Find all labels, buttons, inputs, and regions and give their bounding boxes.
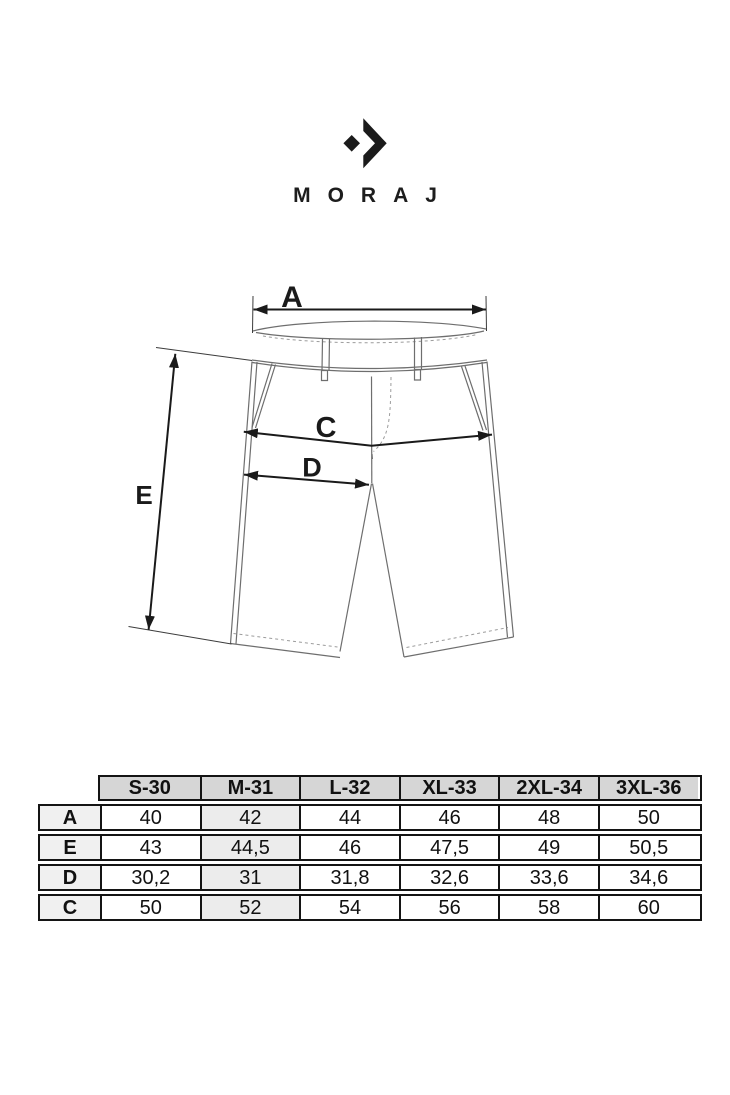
column-header-m31: M-31 (200, 777, 300, 799)
row-label: A (40, 806, 100, 829)
table-value: 50,5 (598, 836, 698, 859)
table-value: 48 (498, 806, 598, 829)
brand-name: MORAJ (293, 184, 454, 207)
table-value: 43 (100, 836, 200, 859)
shorts-measurement-diagram (110, 270, 530, 670)
table-value: 31,8 (299, 866, 399, 889)
table-value: 46 (399, 806, 499, 829)
dimension-label-c: C (315, 412, 337, 444)
table-value: 30,2 (100, 866, 200, 889)
table-value: 58 (498, 896, 598, 919)
table-value: 33,6 (498, 866, 598, 889)
size-table-header-row (98, 775, 702, 801)
dimension-label-a: A (281, 281, 303, 314)
dimension-arrow-c (244, 432, 492, 446)
table-value: 47,5 (399, 836, 499, 859)
row-label: C (40, 896, 100, 919)
size-table-row-e (38, 834, 702, 861)
dimension-labels (135, 281, 336, 510)
logo-icon (333, 110, 395, 176)
table-value: 49 (498, 836, 598, 859)
table-value: 40 (100, 806, 200, 829)
table-value: 50 (100, 896, 200, 919)
row-label: D (40, 866, 100, 889)
shorts-outline (231, 321, 514, 657)
column-header-3xl36: 3XL-36 (598, 777, 698, 799)
table-value: 46 (299, 836, 399, 859)
size-table (38, 775, 702, 921)
size-table-row-c (38, 894, 702, 921)
size-table-row-d (38, 864, 702, 891)
dimension-label-e: E (135, 480, 153, 510)
dimension-label-d: D (302, 452, 322, 483)
table-value: 60 (598, 896, 698, 919)
column-header-l32: L-32 (299, 777, 399, 799)
table-value: 56 (399, 896, 499, 919)
logo-chevron-icon (363, 118, 386, 168)
column-header-2xl34: 2XL-34 (498, 777, 598, 799)
size-table-row-a (38, 804, 702, 831)
table-value: 32,6 (399, 866, 499, 889)
table-value: 52 (200, 896, 300, 919)
row-label: E (40, 836, 100, 859)
column-header-s30: S-30 (100, 777, 200, 799)
column-header-xl33: XL-33 (399, 777, 499, 799)
table-value: 54 (299, 896, 399, 919)
table-value: 44 (299, 806, 399, 829)
logo-diamond-icon (343, 135, 360, 152)
table-value: 50 (598, 806, 698, 829)
table-value: 34,6 (598, 866, 698, 889)
table-value: 31 (200, 866, 300, 889)
table-value: 42 (200, 806, 300, 829)
table-value: 44,5 (200, 836, 300, 859)
